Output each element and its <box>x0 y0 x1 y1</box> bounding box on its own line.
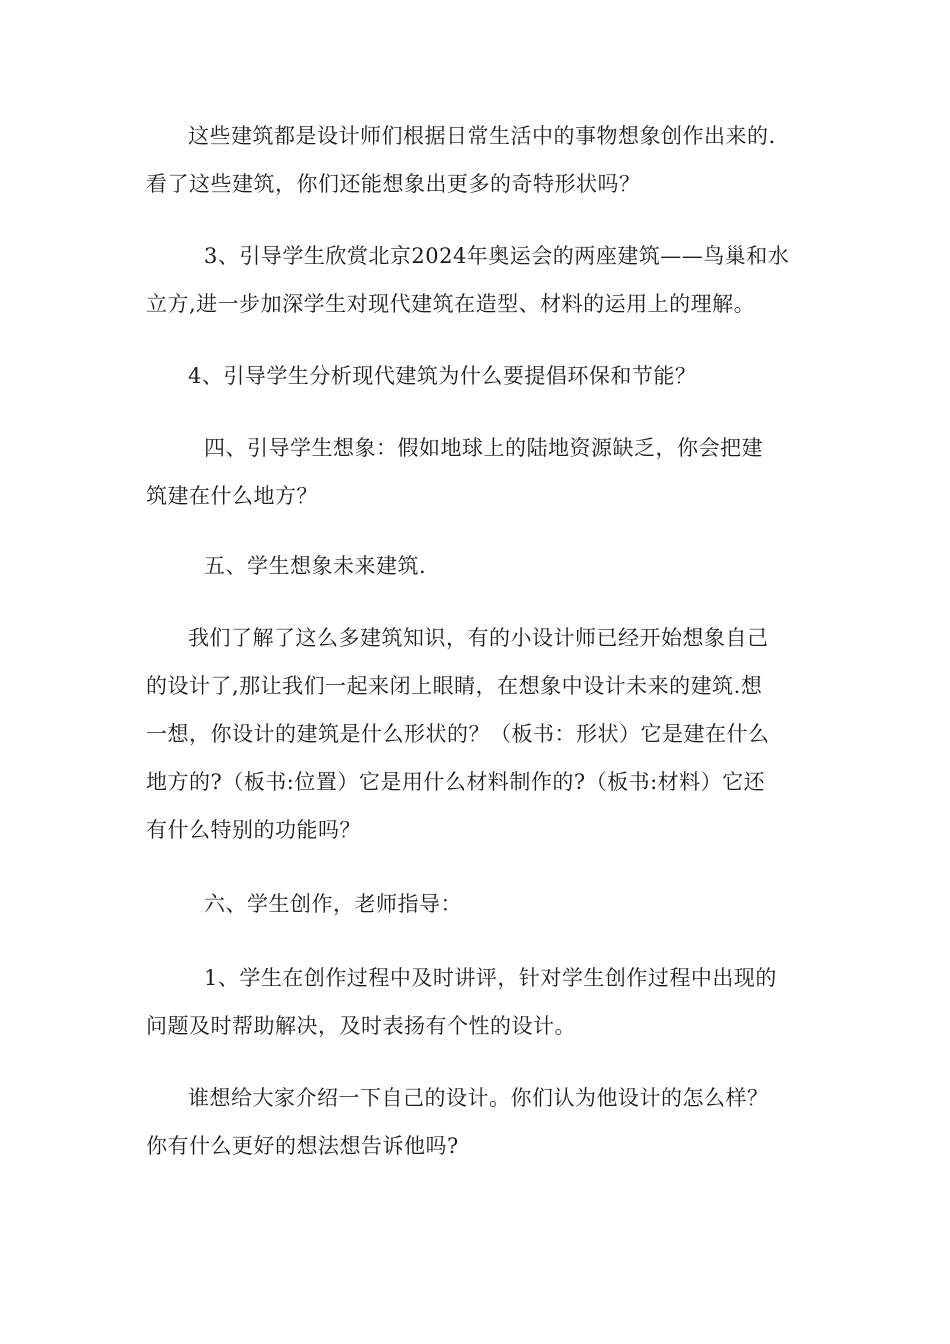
paragraph-imagination <box>146 614 810 854</box>
paragraph-step-4 <box>146 352 810 400</box>
paragraph-section-5 <box>146 542 810 590</box>
text-line: 问题及时帮助解决，及时表扬有个性的设计。 <box>146 1014 576 1038</box>
text-line: 四、引导学生想象：假如地球上的陆地资源缺乏，你会把建 <box>204 436 763 460</box>
paragraph-step-1 <box>146 954 810 1050</box>
text-line: 筑建在什么地方？ <box>146 484 318 508</box>
text-line: 你有什么更好的想法想告诉他吗? <box>146 1134 459 1158</box>
paragraph-section-4 <box>146 424 810 520</box>
text-line: 一想，你设计的建筑是什么形状的？（板书：形状）它是建在什么 <box>146 722 770 746</box>
text-line: 六、学生创作，老师指导： <box>204 892 462 916</box>
text-line: 看了这些建筑，你们还能想象出更多的奇特形状吗？ <box>146 172 641 196</box>
text-line: 这些建筑都是设计师们根据日常生活中的事物想象创作出来的. <box>188 124 776 148</box>
text-line: 我们了解了这么多建筑知识，有的小设计师已经开始想象自己 <box>188 626 769 650</box>
text-line: 4、引导学生分析现代建筑为什么要提倡环保和节能？ <box>188 364 697 388</box>
text-line: 立方,进一步加深学生对现代建筑在造型、材料的运用上的理解。 <box>146 292 756 316</box>
paragraph-presentation <box>146 1074 810 1170</box>
text-line: 地方的?（板书:位置）它是用什么材料制作的?（板书:材料）它还 <box>146 770 766 794</box>
text-line: 的设计了,那让我们一起来闭上眼睛，在想象中设计未来的建筑.想 <box>146 674 763 698</box>
paragraph-section-6 <box>146 880 810 928</box>
text-line: 3、引导学生欣赏北京2024年奥运会的两座建筑——鸟巢和水 <box>204 244 790 268</box>
paragraph-intro <box>146 112 810 208</box>
text-line: 有什么特别的功能吗？ <box>146 818 361 842</box>
text-line: 五、学生想象未来建筑. <box>204 554 427 578</box>
paragraph-step-3 <box>146 232 810 328</box>
text-line: 1、学生在创作过程中及时讲评，针对学生创作过程中出现的 <box>204 966 777 990</box>
text-line: 谁想给大家介绍一下自己的设计。你们认为他设计的怎么样？ <box>188 1086 769 1110</box>
